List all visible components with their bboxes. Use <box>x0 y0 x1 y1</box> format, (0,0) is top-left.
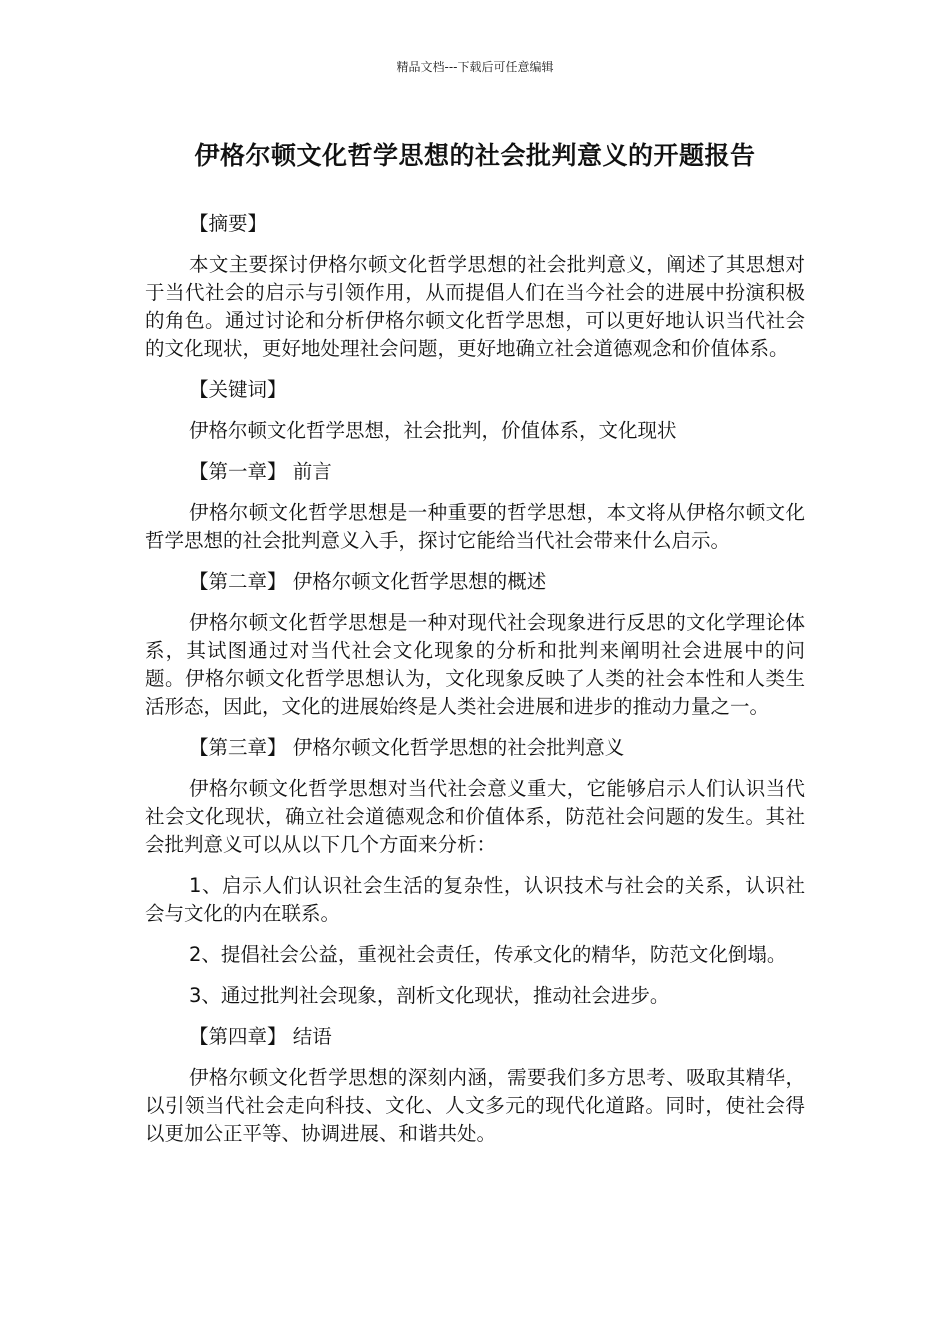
keywords-text: 伊格尔顿文化哲学思想，社会批判，价值体系，文化现状 <box>189 419 677 442</box>
page-header: 精品文档---下载后可任意编辑 <box>396 60 554 74</box>
chapter4-heading: 【第四章】 结语 <box>189 1025 332 1048</box>
keywords-heading: 【关键词】 <box>189 378 287 401</box>
chapter2-text: 伊格尔顿文化哲学思想是一种对现代社会现象进行反思的文化学理论体系，其试图通过对当代社会文化现象的分析和批判来阐明社会进展中的问题。伊格尔顿文化哲学思想认为，文化现象反映了人类的社会本性和人类生活形态，因此，文化的进展始终是人类社会进展和进步的推动力量之一。 <box>145 611 805 718</box>
chapter1-text: 伊格尔顿文化哲学思想是一种重要的哲学思想，本文将从伊格尔顿文化哲学思想的社会批判意义入手，探讨它能给当代社会带来什么启示。 <box>145 501 805 552</box>
chapter2-heading: 【第二章】 伊格尔顿文化哲学思想的概述 <box>189 570 547 593</box>
chapter1-heading: 【第一章】 前言 <box>189 460 332 483</box>
abstract-text: 本文主要探讨伊格尔顿文化哲学思想的社会批判意义，阐述了其思想对于当代社会的启示与引领作用，从而提倡人们在当今社会的进展中扮演积极的角色。通过讨论和分析伊格尔顿文化哲学思想，可以更好地认识当代社会的文化现状，更好地处理社会问题，更好地确立社会道德观念和价值体系。 <box>145 253 805 360</box>
document-body <box>145 210 805 1161</box>
chapter3-text: 伊格尔顿文化哲学思想对当代社会意义重大，它能够启示人们认识当代社会文化现状，确立社会道德观念和价值体系，防范社会问题的发生。其社会批判意义可以从以下几个方面来分析： <box>145 777 805 856</box>
chapter3-item-3: 3、通过批判社会现象，剖析文化现状，推动社会进步。 <box>189 984 670 1007</box>
chapter3-heading: 【第三章】 伊格尔顿文化哲学思想的社会批判意义 <box>189 736 625 759</box>
document-title: 伊格尔顿文化哲学思想的社会批判意义的开题报告 <box>194 141 756 170</box>
chapter4-text: 伊格尔顿文化哲学思想的深刻内涵，需要我们多方思考、吸取其精华，以引领当代社会走向科技、文化、人文多元的现代化道路。同时，使社会得以更加公正平等、协调进展、和谐共处。 <box>145 1066 805 1145</box>
chapter3-item-1: 1、启示人们认识社会生活的复杂性，认识技术与社会的关系，认识社会与文化的内在联系。 <box>145 874 805 925</box>
chapter3-item-2: 2、提倡社会公益，重视社会责任，传承文化的精华，防范文化倒塌。 <box>189 943 787 966</box>
abstract-heading: 【摘要】 <box>189 212 268 235</box>
